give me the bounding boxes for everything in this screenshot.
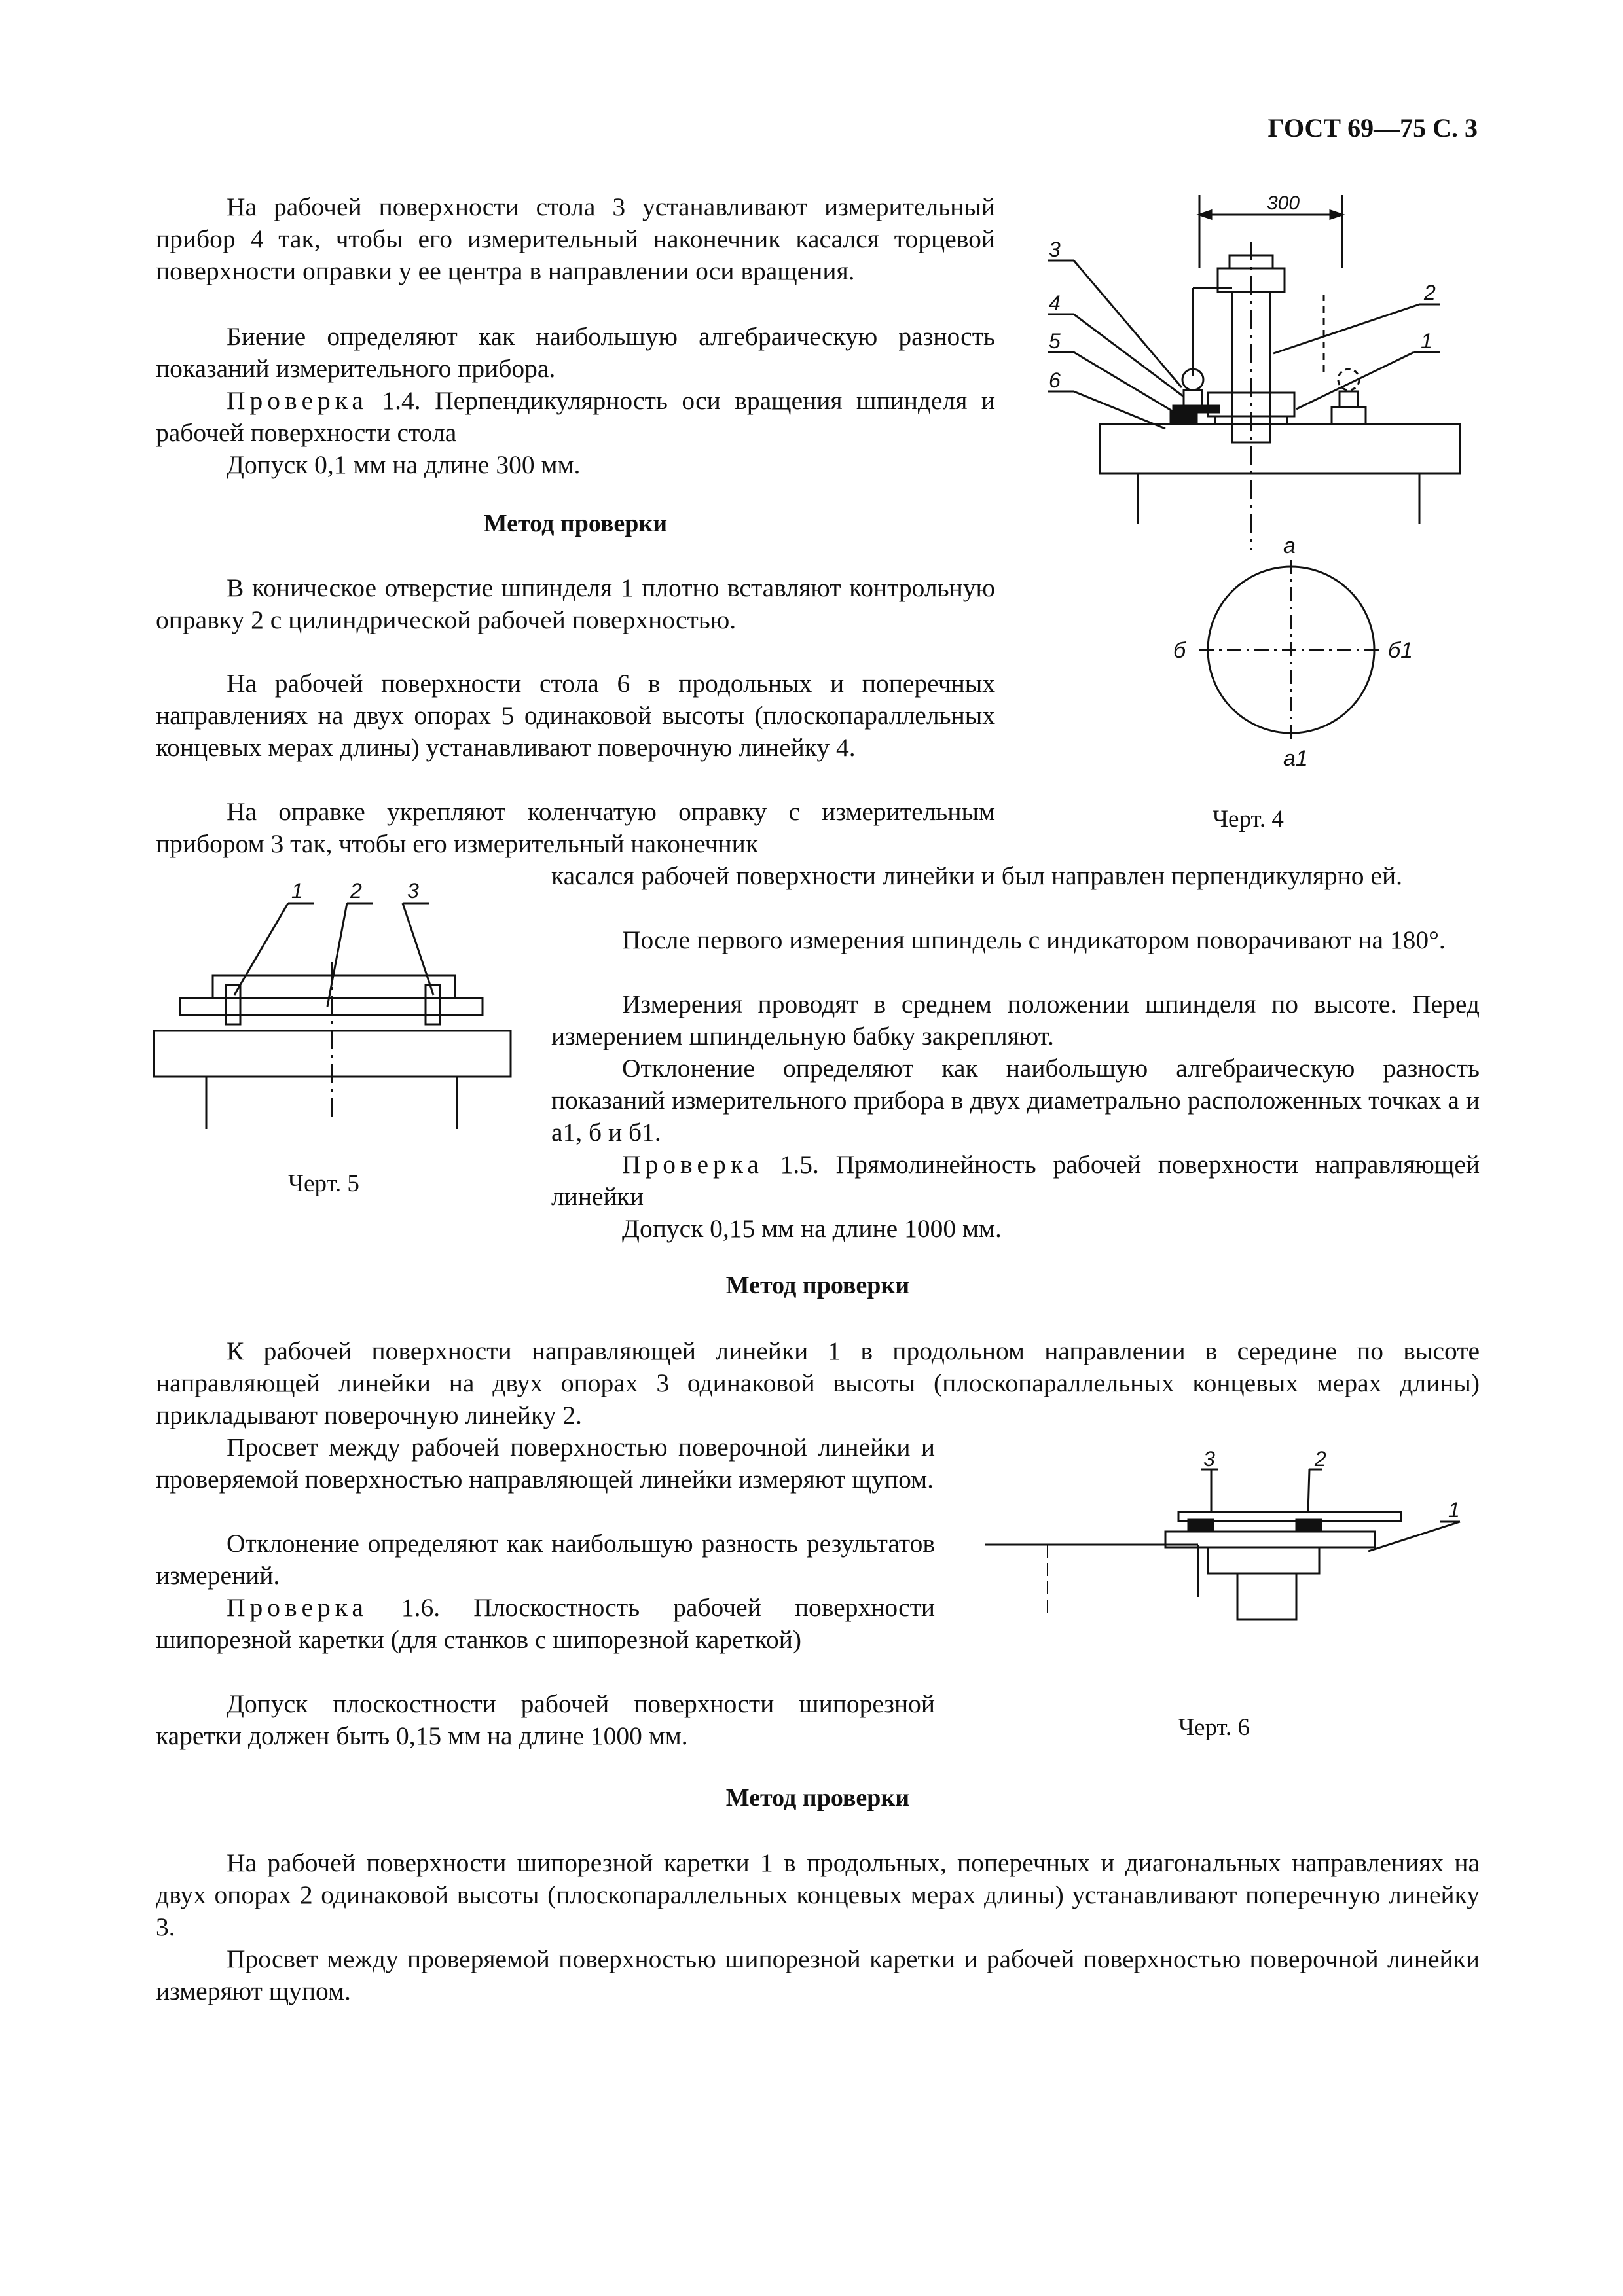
fig4-point-a1: а1: [1283, 746, 1308, 771]
paragraph: На оправке укрепляют коленчатую оправку с измерительным прибором 3 так, чтобы его измерительный наконечник: [156, 797, 995, 858]
fig6-label-3: 3: [1203, 1447, 1215, 1471]
section-heading: Метод проверки: [725, 1272, 910, 1299]
paragraph: К рабочей поверхности направляющей линейки 1 в продольном направлении в середине по высоте направляющей линейки на двух опорах 3 одинаковой высоты (плоскопараллельных концевых мерах длины) прикладывают поверочную линейку 2.: [156, 1336, 1480, 1429]
check-text: 1.4. Перпендикулярность оси вращения шпинделя и рабочей поверхности стола: [156, 386, 995, 447]
figure-5-drawing: [151, 879, 517, 1145]
fig5-label-1: 1: [291, 879, 303, 903]
paragraph: Отклонение определяют как наибольшую алгебраическую разность показаний измерительного прибора в двух диаметрально расположенных точках а и а1, б и б1.: [551, 1054, 1480, 1147]
paragraph: Биение определяют как наибольшую алгебраическую разность показаний измерительного прибора.: [156, 322, 995, 383]
fig4-dimension-label: 300: [1267, 192, 1300, 214]
figure-4-drawing: [1021, 183, 1480, 772]
fig5-label-3: 3: [407, 879, 419, 903]
paragraph: Измерения проводят в среднем положении шпинделя по высоте. Перед измерением шпиндельную бабку закрепляют.: [551, 990, 1480, 1050]
fig5-label-2: 2: [350, 879, 362, 903]
paragraph: На рабочей поверхности стола 3 устанавливают измерительный прибор 4 так, чтобы его измерительный наконечник касался торцевой поверхности оправки у ее центра в направлении оси вращения.: [156, 192, 995, 285]
check-1-6: [156, 1592, 935, 1656]
section-heading: Метод проверки: [483, 510, 668, 537]
check-word: Проверка: [227, 1593, 368, 1622]
check-word: Проверка: [227, 386, 368, 415]
fig4-label-4: 4: [1049, 291, 1061, 315]
paragraph: Просвет между проверяемой поверхностью шипорезной каретки и рабочей поверхностью поверочной линейки измеряют щупом.: [156, 1945, 1480, 2005]
fig4-label-1: 1: [1421, 329, 1432, 353]
paragraph: После первого измерения шпиндель с индикатором поворачивают на 180°.: [622, 925, 1446, 954]
check-word: Проверка: [622, 1150, 763, 1179]
check-text: 1.5. Прямолинейность рабочей поверхности направляющей линейки: [551, 1150, 1480, 1211]
paragraph: касался рабочей поверхности линейки и был направлен перпендикулярно ей.: [551, 861, 1402, 890]
paragraph: На рабочей поверхности шипорезной каретки 1 в продольных, поперечных и диагональных направлениях на двух опорах 2 одинаковой высоты (плоскопараллельных концевых мерах длины) устанавливают поперечную линейку 3.: [156, 1848, 1480, 1941]
fig4-point-a: а: [1283, 533, 1296, 558]
tolerance: Допуск 0,1 мм на длине 300 мм.: [227, 450, 581, 479]
fig4-point-b: б: [1173, 638, 1186, 663]
page-header: ГОСТ 69—75 С. 3: [1267, 113, 1478, 143]
fig6-label-1: 1: [1448, 1498, 1460, 1522]
fig4-label-2: 2: [1424, 281, 1436, 304]
paragraph: В коническое отверстие шпинделя 1 плотно вставляют контрольную оправку 2 с цилиндрической рабочей поверхностью.: [156, 573, 995, 634]
fig6-label-2: 2: [1315, 1447, 1326, 1471]
paragraph: Отклонение определяют как наибольшую разность результатов измерений.: [156, 1529, 935, 1590]
fig4-label-5: 5: [1049, 329, 1061, 353]
figure-5-caption: Черт. 5: [288, 1170, 359, 1197]
figure-6-caption: Черт. 6: [1178, 1714, 1250, 1741]
paragraph: Просвет между рабочей поверхностью поверочной линейки и проверяемой поверхностью направляющей линейки измеряют щупом.: [156, 1433, 935, 1494]
check-1-4: [156, 385, 995, 449]
paragraph: Допуск плоскостности рабочей поверхности шипорезной каретки должен быть 0,15 мм на длине 1000 мм.: [156, 1689, 935, 1750]
figure-6-drawing: [982, 1446, 1480, 1669]
fig4-label-6: 6: [1049, 368, 1061, 392]
fig4-point-b1: б1: [1388, 638, 1413, 663]
paragraph: На рабочей поверхности стола 6 в продольных и поперечных направлениях на двух опорах 5 одинаковой высоты (плоскопараллельных концевых мерах длины) устанавливают поверочную линейку 4.: [156, 669, 995, 762]
tolerance: Допуск 0,15 мм на длине 1000 мм.: [622, 1214, 1002, 1243]
fig4-label-3: 3: [1049, 238, 1061, 261]
check-text: 1.6. Плоскостность рабочей поверхности шипорезной каретки (для станков с шипорезной кареткой): [156, 1593, 936, 1654]
check-1-5: [551, 1149, 1480, 1213]
section-heading: Метод проверки: [725, 1784, 910, 1812]
figure-4-caption: Черт. 4: [1213, 806, 1284, 833]
